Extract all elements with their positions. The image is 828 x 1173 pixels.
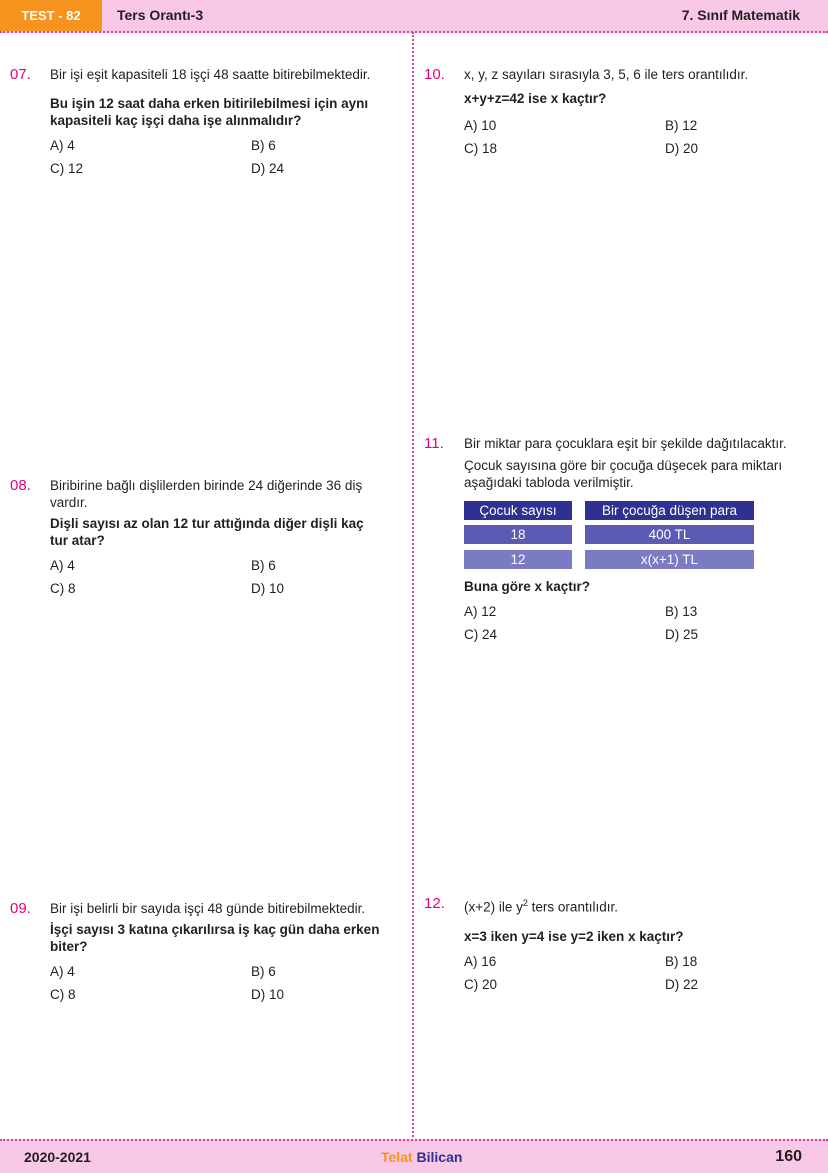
question-stem: Bir işi eşit kapasiteli 18 işçi 48 saatte bitirebilmektedir. — [50, 67, 371, 82]
option-c[interactable]: C) 12 — [50, 161, 84, 176]
question-stem: Biribirine bağlı dişlilerden birinde 24 diğerinde 36 diş vardır. — [50, 478, 363, 510]
option-c[interactable]: C) 24 — [464, 627, 498, 642]
option-c[interactable]: C) 8 — [50, 581, 76, 596]
stem-exponent: 2 — [522, 898, 528, 908]
page-footer — [0, 1139, 828, 1173]
question-number: 09. — [10, 900, 31, 917]
option-b[interactable]: B) 6 — [251, 558, 276, 573]
option-a[interactable]: A) 16 — [464, 953, 497, 969]
option-b[interactable]: B) 6 — [251, 138, 276, 153]
question-stem-1: Bir miktar para çocuklara eşit bir şekilde dağıtılacaktır. — [464, 436, 787, 451]
table-header-children: Çocuk sayısı — [464, 501, 572, 520]
question-prompt: Bu işin 12 saat daha erken bitirilebilmesi için aynı kapasiteli kaç işçi daha işe alınmalıdır? — [50, 96, 369, 128]
question-prompt: Buna göre x kaçtır? — [464, 579, 591, 594]
option-c[interactable]: C) 20 — [464, 976, 498, 992]
question-prompt: x+y+z=42 ise x kaçtır? — [464, 91, 607, 106]
option-a[interactable]: A) 4 — [50, 558, 75, 573]
question-stem — [464, 895, 804, 916]
option-a[interactable]: A) 4 — [50, 138, 75, 153]
question-prompt: İşçi sayısı 3 katına çıkarılırsa iş kaç gün daha erken biter? — [50, 922, 380, 954]
column-divider — [412, 32, 414, 1137]
question-number: 11. — [424, 435, 444, 452]
option-d[interactable]: D) 25 — [665, 627, 699, 642]
option-b[interactable]: B) 12 — [665, 118, 698, 133]
option-d[interactable]: D) 10 — [251, 987, 285, 1002]
option-d[interactable]: D) 10 — [251, 581, 285, 596]
question-number: 07. — [10, 66, 31, 83]
option-d[interactable]: D) 22 — [665, 976, 699, 992]
test-label: TEST - 82 — [0, 0, 102, 31]
stem-prefix: (x+2) ile y — [464, 899, 523, 915]
question-number: 10. — [424, 66, 445, 83]
option-b[interactable]: B) 6 — [251, 964, 276, 979]
stem-suffix: ters orantılıdır. — [527, 899, 618, 915]
question-stem: x, y, z sayıları sırasıyla 3, 5, 6 ile ters orantılıdır. — [464, 67, 749, 82]
option-d[interactable]: D) 24 — [251, 161, 285, 176]
topic-title: Ters Orantı-3 — [117, 7, 204, 23]
option-a[interactable]: A) 10 — [464, 118, 497, 133]
page-number: 160 — [775, 1148, 802, 1165]
table-cell: 12 — [464, 550, 572, 569]
option-c[interactable]: C) 18 — [464, 141, 498, 156]
question-prompt: Dişli sayısı az olan 12 tur attığında diğer dişli kaç tur atar? — [50, 516, 364, 548]
question-stem: Bir işi belirli bir sayıda işçi 48 günde bitirebilmektedir. — [50, 901, 366, 916]
option-a[interactable]: A) 4 — [50, 964, 75, 979]
option-a[interactable]: A) 12 — [464, 604, 497, 619]
option-b[interactable]: B) 18 — [665, 953, 698, 969]
author-brand — [381, 1141, 462, 1173]
question-number: 08. — [10, 477, 31, 494]
page-header — [0, 0, 828, 33]
table-cell: 400 TL — [585, 525, 754, 544]
option-b[interactable]: B) 13 — [665, 604, 698, 619]
table-cell: 18 — [464, 525, 572, 544]
table-cell: x(x+1) TL — [585, 550, 754, 569]
brand-last-name: Bilican — [416, 1149, 463, 1165]
grade-title: 7. Sınıf Matematik — [681, 7, 800, 23]
option-d[interactable]: D) 20 — [665, 141, 699, 156]
table-header-money: Bir çocuğa düşen para — [585, 501, 754, 520]
question-prompt: x=3 iken y=4 ise y=2 iken x kaçtır? — [464, 928, 684, 944]
question-number: 12. — [424, 895, 445, 912]
question-stem-2: Çocuk sayısına göre bir çocuğa düşecek para miktarı aşağıdaki tabloda verilmiştir. — [464, 458, 783, 490]
school-year: 2020-2021 — [24, 1149, 91, 1165]
brand-first-name: Telat — [381, 1149, 413, 1165]
option-c[interactable]: C) 8 — [50, 987, 76, 1002]
data-table — [464, 501, 809, 581]
